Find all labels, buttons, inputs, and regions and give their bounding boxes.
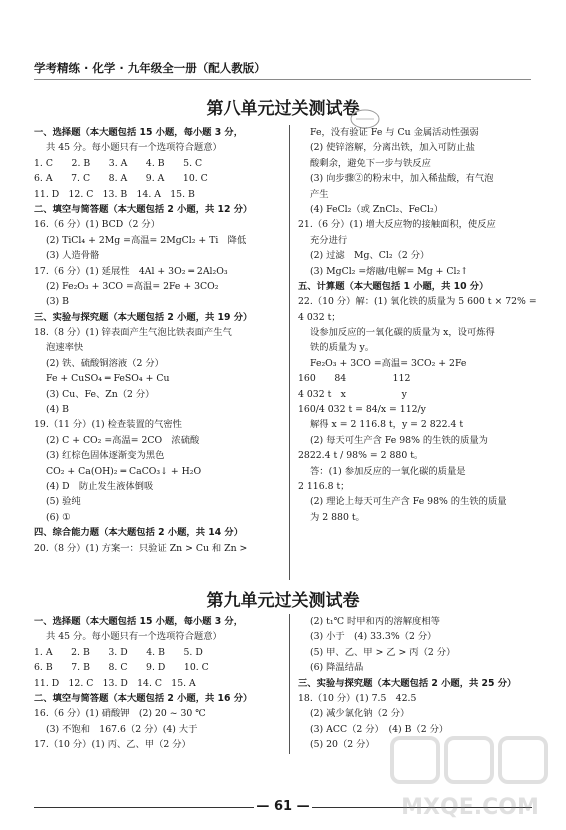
- answer-line: (3) 小于 (4) 33.3%（2 分）: [310, 631, 437, 643]
- answer-line: CO₂ + Ca(OH)₂ ═ CaCO₃↓ + H₂O: [46, 465, 202, 477]
- answer-line: (6) ①: [46, 511, 71, 523]
- answer-line: 21.（6 分）(1) 增大反应物的接触面积，使反应: [298, 219, 496, 231]
- answer-line: 铁的质量为 y。: [310, 342, 374, 354]
- answer-line: (4) B: [46, 404, 69, 416]
- answer-line: 19.（11 分）(1) 检查装置的气密性: [34, 419, 182, 431]
- answer-line: 答：(1) 参加反应的一氧化碳的质量是: [310, 465, 466, 477]
- answer-line: (3) 不饱和 167.6（2 分）(4) 大于: [46, 723, 198, 735]
- book-header: 学考精练 · 化学 · 九年级全一册（配人教版）: [34, 61, 266, 75]
- answer-line: 4 032 t x y: [298, 388, 407, 400]
- answer-line: 16.（6 分）(1) 硝酸钾 (2) 20 ~ 30 ℃: [34, 708, 206, 720]
- answer-line: 20.（8 分）(1) 方案一：只验证 Zn > Cu 和 Zn >: [34, 542, 248, 554]
- answer-line: 为 2 880 t。: [310, 511, 365, 523]
- answer-line: 6. A 7. C 8. A 9. A 10. C: [34, 173, 208, 185]
- answer-line: 一、选择题（本大题包括 15 小题，每小题 3 分，: [34, 616, 243, 627]
- answer-line: (2) 理论上每天可生产含 Fe 98% 的生铁的质量: [310, 496, 507, 508]
- answer-line: 1. A 2. B 3. D 4. B 5. D: [34, 646, 203, 658]
- answer-line: (2) 每天可生产含 Fe 98% 的生铁的质量为: [310, 434, 488, 446]
- answer-line: 11. D 12. C 13. D 14. C 15. A: [34, 677, 196, 689]
- answer-line: 2 116.8 t；: [298, 480, 350, 492]
- header-rule: [34, 79, 531, 80]
- watermark-text: MXQE.COM: [401, 795, 539, 820]
- answer-line: 二、填空与简答题（本大题包括 2 小题，共 16 分）: [34, 692, 253, 704]
- answer-line: 11. D 12. C 13. B 14. A 15. B: [34, 188, 195, 200]
- answer-line: (2) 铁、硫酸铜溶液（2 分）: [46, 357, 164, 369]
- answer-line: 160/4 032 t = 84/x = 112/y: [298, 404, 426, 416]
- answer-line: 产生: [310, 188, 329, 200]
- answer-line: 共 45 分。每小题只有一个选项符合题意）: [46, 142, 222, 154]
- answer-line: (4) D 防止发生液体倒吸: [46, 480, 154, 492]
- answer-line: (3) 人造骨骼: [46, 250, 100, 262]
- answer-line: 17.（10 分）(1) 丙、乙、甲（2 分）: [34, 739, 191, 751]
- answer-line: (5) 20（2 分）: [310, 739, 375, 751]
- answer-line: (2) 减少氯化钠（2 分）: [310, 708, 410, 720]
- answer-line: (2) t₁℃ 时甲和丙的溶解度相等: [310, 616, 440, 627]
- answer-line: (3) B: [46, 296, 69, 308]
- answer-line: (5) 甲、乙、甲 > 乙 > 丙（2 分）: [310, 646, 456, 658]
- answer-line: Fe₂O₃ + 3CO =高温= 3CO₂ + 2Fe: [310, 357, 467, 369]
- answer-line: 6. B 7. B 8. C 9. D 10. C: [34, 662, 209, 674]
- answer-line: 4 032 t；: [298, 311, 341, 323]
- watermark-logo-icon: [388, 734, 552, 822]
- answer-line: 17.（6 分）(1) 延展性 4Al + 3O₂ ═ 2Al₂O₃: [34, 265, 228, 277]
- answer-line: 二、填空与简答题（本大题包括 2 小题，共 12 分）: [34, 203, 253, 215]
- answer-line: Fe + CuSO₄ ═ FeSO₄ + Cu: [46, 373, 170, 385]
- answer-line: (2) Fe₂O₃ + 3CO =高温= 2Fe + 3CO₂: [46, 280, 219, 292]
- answer-line: 160 84 112: [298, 373, 411, 385]
- answer-line: 18.（8 分）(1) 锌表面产生气泡比铁表面产生气: [34, 327, 232, 339]
- answer-line: (6) 降温结晶: [310, 662, 364, 674]
- answer-line: 酸剩余，避免下一步与铁反应: [310, 157, 431, 169]
- answer-line: 18.（10 分）(1) 7.5 42.5: [298, 692, 417, 704]
- unit8-title: 第八单元过关测试卷: [206, 99, 360, 119]
- answer-line: (3) ACC（2 分） (4) B（2 分）: [310, 723, 449, 735]
- answer-line: 16.（6 分）(1) BCD（2 分）: [34, 219, 161, 231]
- answer-line: (2) 使锌溶解，分离出铁，加入可防止盐: [310, 142, 475, 154]
- answer-line: (4) FeCl₂（或 ZnCl₂、FeCl₂）: [310, 203, 444, 215]
- answer-line: (3) 红棕色固体逐渐变为黑色: [46, 450, 165, 462]
- unit9-right-column: [298, 614, 532, 753]
- answer-line: 1. C 2. B 3. A 4. B 5. C: [34, 157, 203, 169]
- answer-line: (5) 验纯: [46, 496, 81, 508]
- answer-line: 设参加反应的一氧化碳的质量为 x，设可炼得: [310, 327, 495, 339]
- unit9-title: 第九单元过关测试卷: [206, 591, 360, 611]
- answer-line: 2822.4 t / 98% = 2 880 t。: [298, 450, 424, 462]
- answer-line: 五、计算题（本大题包括 1 小题，共 10 分）: [298, 280, 489, 292]
- answer-line: (3) MgCl₂ =熔融/电解= Mg + Cl₂↑: [310, 265, 468, 277]
- answer-line: 三、实验与探究题（本大题包括 2 小题，共 25 分）: [298, 677, 517, 689]
- answer-line: 22.（10 分）解：(1) 氧化铁的质量为 5 600 t × 72% =: [298, 296, 537, 308]
- column-divider: [289, 614, 290, 754]
- answer-line: 泡速率快: [46, 342, 84, 354]
- answer-line: 三、实验与探究题（本大题包括 2 小题，共 19 分）: [34, 311, 253, 323]
- answer-line: (2) 过滤 Mg、Cl₂（2 分）: [310, 250, 430, 262]
- answer-line: (2) C + CO₂ =高温= 2CO 浓硫酸: [46, 434, 200, 446]
- unit8-left-column: [34, 125, 280, 556]
- answer-line: 充分进行: [310, 234, 348, 246]
- answer-line: (2) TiCl₄ + 2Mg =高温= 2MgCl₂ + Ti 降低: [46, 234, 247, 246]
- answer-line: Fe，没有验证 Fe 与 Cu 金属活动性强弱: [310, 127, 479, 138]
- answer-line: 四、综合能力题（本大题包括 2 小题，共 14 分）: [34, 527, 243, 539]
- answer-line: (3) 向步骤②的粉末中，加入稀盐酸，有气泡: [310, 173, 494, 185]
- unit9-left-column: [34, 614, 280, 753]
- answer-line: 一、选择题（本大题包括 15 小题，每小题 3 分，: [34, 127, 243, 138]
- answer-line: (3) Cu、Fe、Zn（2 分）: [46, 388, 155, 400]
- answer-line: 解得 x = 2 116.8 t，y = 2 822.4 t: [310, 419, 464, 431]
- answer-line: 共 45 分。每小题只有一个选项符合题意）: [46, 631, 222, 643]
- column-divider: [289, 125, 290, 580]
- unit8-right-column: [298, 125, 537, 525]
- page-number: — 61 —: [256, 799, 310, 814]
